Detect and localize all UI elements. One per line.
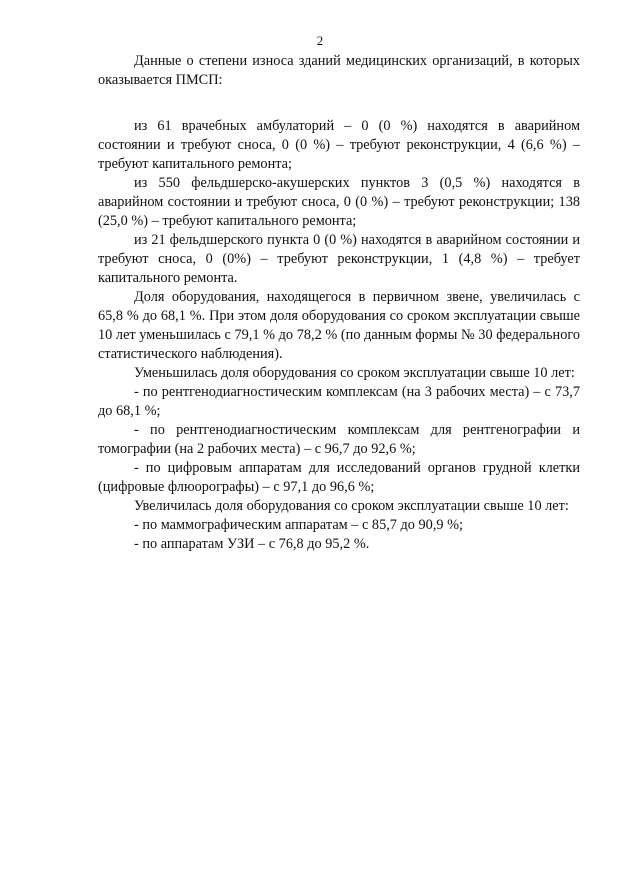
paragraph-fap: из 550 фельдшерско-акушерских пунктов 3 (0,5 %) находятся в аварийном состоянии и требуют сноса, 0 (0 %) – требуют реконструкции; 138 (25,0 %) – требуют капитального ремонта; [98, 175, 580, 229]
paragraph-equipment-share: Доля оборудования, находящегося в первичном звене, увеличилась с 65,8 % до 68,1 %. При этом доля оборудования со сроком эксплуатации свыше 10 лет уменьшилась с 79,1 % до 78,2 % (по данным формы № 30 федерального статистического наблюдения). [98, 289, 580, 362]
intro-paragraph: Данные о степени износа зданий медицинских организаций, в которых оказывается ПМСП: [98, 53, 580, 88]
list-item-ultrasound: - по аппаратам УЗИ – с 76,8 до 95,2 %. [134, 536, 370, 552]
paragraph-decrease-heading: Уменьшилась доля оборудования со сроком эксплуатации свыше 10 лет: [134, 365, 575, 381]
page-number: 2 [316, 33, 324, 48]
list-item-mammography: - по маммографическим аппаратам – с 85,7 до 90,9 %; [134, 517, 464, 533]
intro-block [98, 52, 580, 90]
list-item-xray-2: - по рентгенодиагностическим комплексам для рентгенографии и томографии (на 2 рабочих места) – с 96,7 до 92,6 %; [98, 422, 580, 457]
list-item-fluorographs: - по цифровым аппаратам для исследований органов грудной клетки (цифровые флюорографы) – с 97,1 до 96,6 %; [98, 460, 580, 495]
paragraph-ambulatories: из 61 врачебных амбулаторий – 0 (0 %) находятся в аварийном состоянии и требуют сноса, 0 (0 %) – требуют реконструкции, 4 (6,6 %) – требуют капитального ремонта; [98, 118, 580, 172]
paragraph-increase-heading: Увеличилась доля оборудования со сроком эксплуатации свыше 10 лет: [134, 498, 569, 514]
body-text [98, 117, 580, 554]
list-item-xray-3: - по рентгенодиагностическим комплексам (на 3 рабочих места) – с 73,7 до 68,1 %; [98, 384, 580, 419]
paragraph-fp: из 21 фельдшерского пункта 0 (0 %) находятся в аварийном состоянии и требуют сноса, 0 (0%) – требуют реконструкции, 1 (4,8 %) – требует капитального ремонта. [98, 232, 580, 286]
